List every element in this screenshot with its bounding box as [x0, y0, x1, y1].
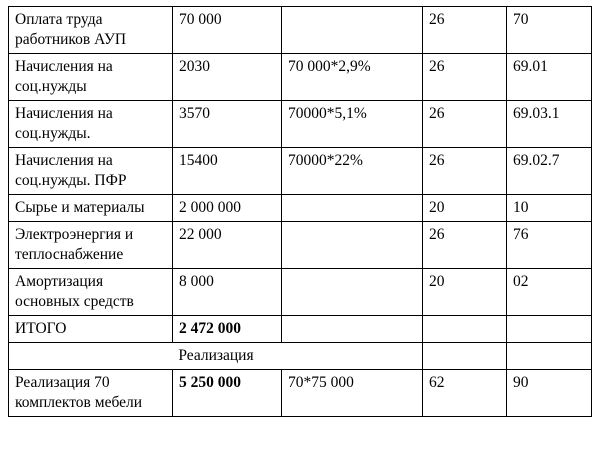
article-cell: Реализация 70 комплектов мебели [9, 370, 173, 417]
document-sheet [8, 6, 591, 417]
empty-cell [423, 316, 507, 343]
amount-cell: 5 250 000 [173, 370, 282, 417]
total-amount: 2 472 000 [173, 316, 282, 343]
article-cell: Начисления на соц.нужды [9, 54, 173, 101]
debit-account-cell: 26 [423, 148, 507, 195]
article-cell: Сырье и материалы [9, 195, 173, 222]
empty-cell [507, 343, 592, 370]
calculation-cell: 70000*5,1% [282, 101, 423, 148]
credit-account-cell: 69.03.1 [507, 101, 592, 148]
table-row [9, 54, 592, 101]
calculation-cell [282, 195, 423, 222]
total-row [9, 316, 592, 343]
table-row [9, 148, 592, 195]
calculation-cell [282, 7, 423, 54]
amount-cell: 8 000 [173, 269, 282, 316]
empty-cell [282, 316, 423, 343]
table-row [9, 7, 592, 54]
credit-account-cell: 76 [507, 222, 592, 269]
amount-cell: 3570 [173, 101, 282, 148]
debit-account-cell: 20 [423, 195, 507, 222]
sale-row [9, 370, 592, 417]
calculation-cell [282, 222, 423, 269]
table-row [9, 222, 592, 269]
calculation-cell: 70 000*2,9% [282, 54, 423, 101]
table-row [9, 195, 592, 222]
debit-account-cell: 62 [423, 370, 507, 417]
debit-account-cell: 26 [423, 222, 507, 269]
section-header-row [9, 343, 592, 370]
debit-account-cell: 26 [423, 101, 507, 148]
article-cell: Начисления на соц.нужды. ПФР [9, 148, 173, 195]
amount-cell: 15400 [173, 148, 282, 195]
credit-account-cell: 69.02.7 [507, 148, 592, 195]
accounting-table [8, 6, 592, 417]
amount-cell: 70 000 [173, 7, 282, 54]
calculation-cell: 70*75 000 [282, 370, 423, 417]
debit-account-cell: 26 [423, 54, 507, 101]
credit-account-cell: 70 [507, 7, 592, 54]
empty-cell [423, 343, 507, 370]
article-cell: Амортизация основных средств [9, 269, 173, 316]
credit-account-cell: 90 [507, 370, 592, 417]
debit-account-cell: 26 [423, 7, 507, 54]
amount-cell: 2030 [173, 54, 282, 101]
calculation-cell: 70000*22% [282, 148, 423, 195]
debit-account-cell: 20 [423, 269, 507, 316]
total-label: ИТОГО [9, 316, 173, 343]
article-cell: Начисления на соц.нужды. [9, 101, 173, 148]
credit-account-cell: 69.01 [507, 54, 592, 101]
calculation-cell [282, 269, 423, 316]
section-label: Реализация [9, 343, 423, 370]
article-cell: Электроэнергия и теплоснабжение [9, 222, 173, 269]
table-row [9, 269, 592, 316]
credit-account-cell: 10 [507, 195, 592, 222]
credit-account-cell: 02 [507, 269, 592, 316]
amount-cell: 2 000 000 [173, 195, 282, 222]
table-row [9, 101, 592, 148]
article-cell: Оплата труда работников АУП [9, 7, 173, 54]
amount-cell: 22 000 [173, 222, 282, 269]
empty-cell [507, 316, 592, 343]
